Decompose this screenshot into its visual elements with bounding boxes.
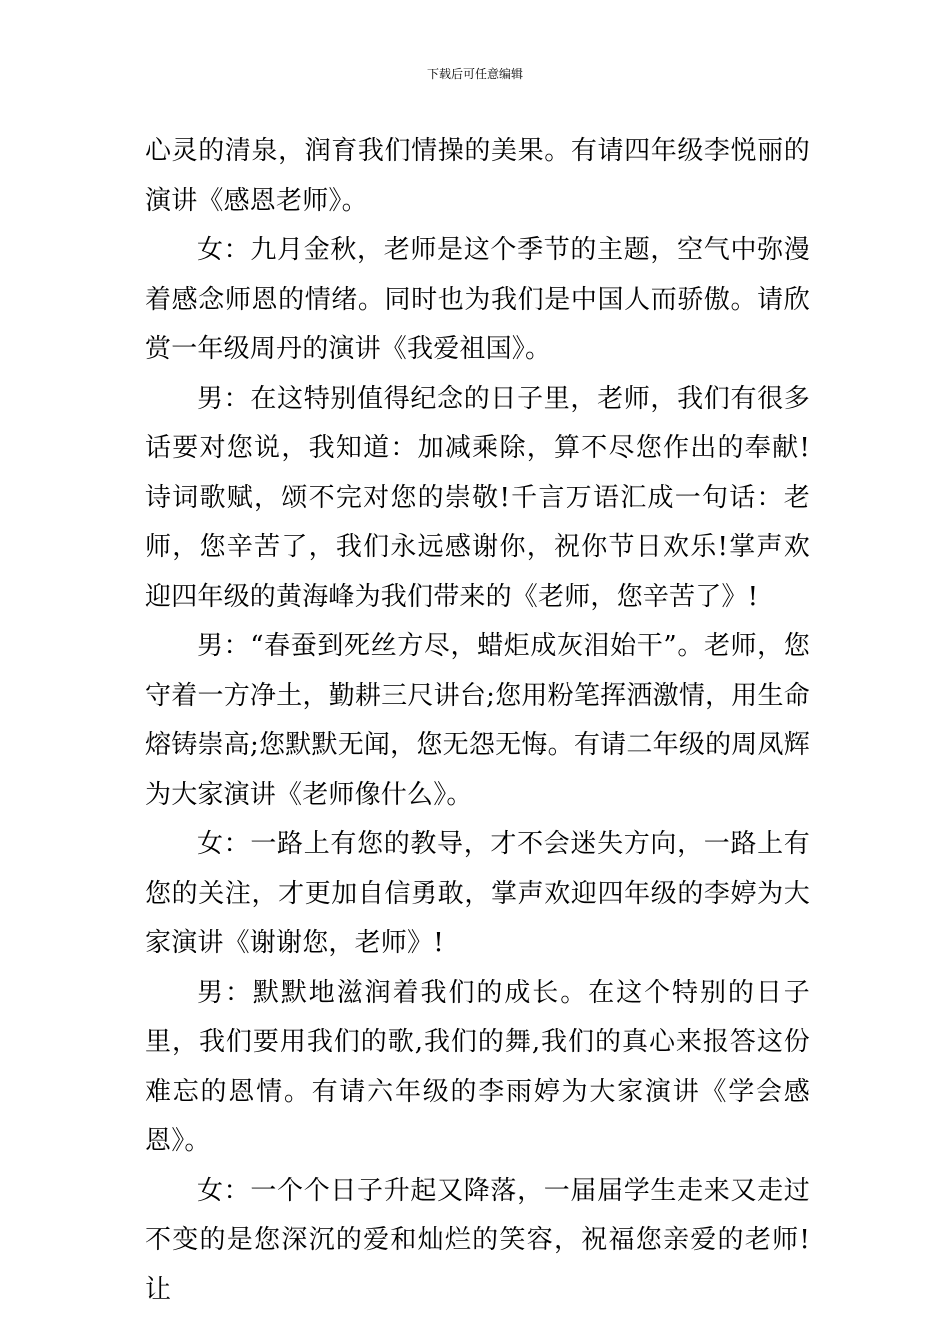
document-body bbox=[145, 127, 810, 1315]
paragraph-1: 心灵的清泉，润育我们情操的美果。有请四年级李悦丽的演讲《感恩老师》。 bbox=[145, 136, 810, 216]
paragraph-5: 女：一路上有您的教导，才不会迷失方向，一路上有您的关注，才更加自信勇敢，掌声欢迎四年级的李婷为大家演讲《谢谢您，老师》! bbox=[145, 829, 810, 958]
paragraph-2: 女：九月金秋，老师是这个季节的主题，空气中弥漫着感念师恩的情绪。同时也为我们是中国人而骄傲。请欣赏一年级周丹的演讲《我爱祖国》。 bbox=[145, 235, 810, 364]
paragraph-4: 男：“春蚕到死丝方尽，蜡炬成灰泪始干”。老师，您守着一方净土，勤耕三尺讲台;您用粉笔挥洒激情，用生命熔铸崇高;您默默无闻，您无怨无悔。有请二年级的周凤辉为大家演讲《老师像什么》。 bbox=[145, 631, 810, 810]
paragraph-7: 女：一个个日子升起又降落，一届届学生走来又走过不变的是您深沉的爱和灿烂的笑容，祝福您亲爱的老师!让 bbox=[145, 1175, 810, 1305]
page-header-note: 下载后可任意编辑 bbox=[426, 67, 523, 81]
paragraph-3: 男：在这特别值得纪念的日子里，老师，我们有很多话要对您说，我知道：加减乘除，算不尽您作出的奉献!诗词歌赋，颂不完对您的崇敬!千言万语汇成一句话：老师，您辛苦了，我们永远感谢你，祝你节日欢乐!掌声欢迎四年级的黄海峰为我们带来的《老师，您辛苦了》! bbox=[145, 383, 810, 612]
paragraph-6: 男：默默地滋润着我们的成长。在这个特别的日子里，我们要用我们的歌,我们的舞,我们的真心来报答这份难忘的恩情。有请六年级的李雨婷为大家演讲《学会感恩》。 bbox=[145, 977, 810, 1156]
